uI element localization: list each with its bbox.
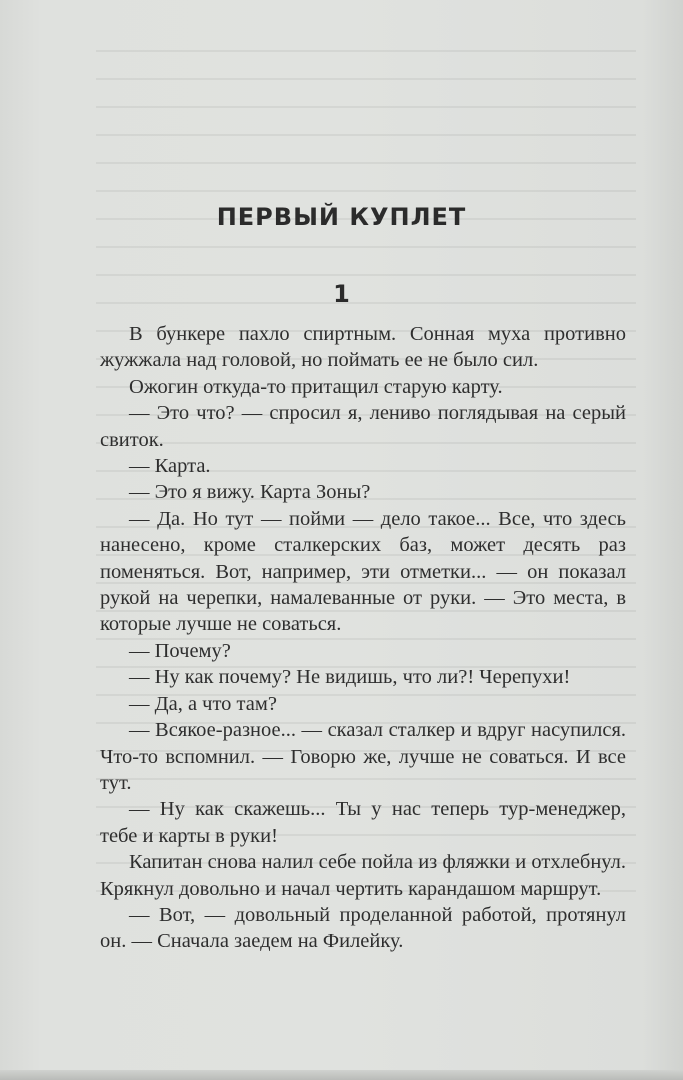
paragraph: — Да, а что там?: [129, 692, 277, 715]
paragraph: — Ну как скажешь... Ты у нас теперь тур-менеджер, тебе и карты в руки!: [100, 798, 626, 847]
section-number: 1: [333, 280, 350, 308]
paragraph: — Ну как почему? Не видишь, что ли?! Черепухи!: [129, 666, 571, 689]
paragraph: Ожогин откуда-то притащил старую карту.: [129, 375, 503, 398]
body-text: [100, 321, 626, 955]
paragraph: Капитан снова налил себе пойла из фляжки и отхлебнул. Крякнул довольно и начал чертить карандашом маршрут.: [100, 851, 626, 900]
page-bottom-edge: [0, 1070, 683, 1080]
paragraph: — Это что? — спросил я, лениво поглядывая на серый свиток.: [100, 402, 626, 451]
chapter-title: ПЕРВЫЙ КУПЛЕТ: [216, 203, 467, 231]
paragraph: — Почему?: [129, 639, 231, 662]
paragraph: — Да. Но тут — пойми — дело такое... Все, что здесь нанесено, кроме сталкерских баз, может десять раз поменяться. Вот, например, эти отметки... — он показал рукой на черепки, намалеванные от руки. — Это места, в которые лучше не соваться.: [100, 507, 626, 636]
paragraph: — Карта.: [129, 455, 211, 478]
paragraph: — Всякое-разное... — сказал сталкер и вдруг насупился. Что-то вспомнил. — Говорю же, лучше не соваться. И все тут.: [100, 719, 626, 794]
paragraph: В бункере пахло спиртным. Сонная муха противно жужжала над головой, но поймать ее не было сил.: [100, 323, 626, 372]
paragraph: — Это я вижу. Карта Зоны?: [129, 481, 371, 504]
paragraph: — Вот, — довольный проделанной работой, протянул он. — Сначала заедем на Филейку.: [100, 903, 626, 953]
